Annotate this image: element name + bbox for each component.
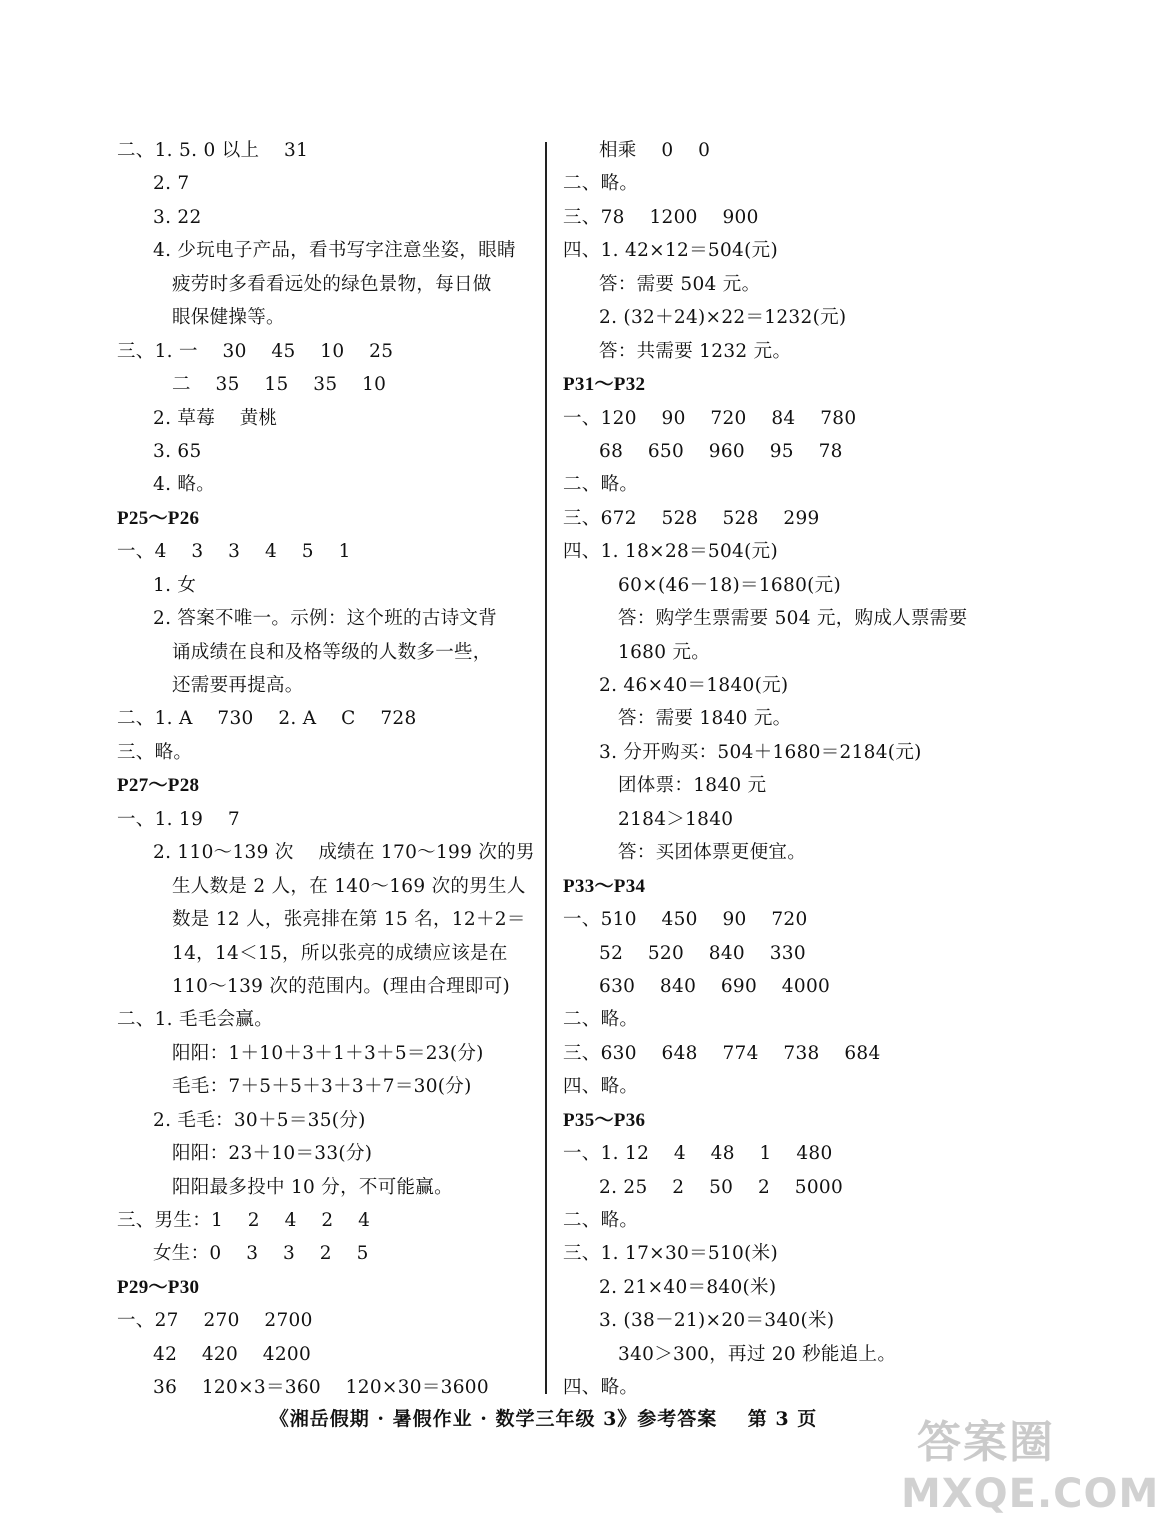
answer-line: 2. 7: [153, 173, 190, 195]
answer-line: 14，14＜15，所以张亮的成绩应该是在: [172, 942, 508, 964]
answer-line: 四、1. 42×12＝504(元): [563, 240, 778, 262]
answer-line: 2. 答案不唯一。示例：这个班的古诗文背: [153, 608, 498, 630]
answer-line: 答：购学生票需要 504 元，购成人票需要: [618, 608, 968, 630]
answer-line: 二、略。: [563, 1210, 639, 1231]
answer-line: 诵成绩在良和及格等级的人数多一些，: [172, 641, 492, 663]
answer-line: 四、1. 18×28＝504(元): [563, 541, 778, 563]
answer-line: 3. 22: [153, 206, 202, 228]
answer-line: 4. 少玩电子产品，看书写字注意坐姿，眼睛: [153, 240, 516, 262]
answer-line: 110～139 次的范围内。(理由合理即可): [172, 975, 511, 997]
answer-line: 3. (38－21)×20＝340(米): [599, 1310, 835, 1332]
answer-line: 二、略。: [563, 173, 639, 195]
answer-line: 一、1. 19 7: [117, 808, 240, 830]
answer-line: 36 120×3＝360 120×30＝3600: [153, 1377, 489, 1399]
answer-line: 1. 女: [153, 574, 197, 596]
answer-line: 一、510 450 90 720: [563, 909, 808, 931]
left-column: [117, 134, 537, 1405]
section-heading: P31～P32: [563, 374, 646, 396]
answer-line: 2. 110～139 次 成绩在 170～199 次的男: [153, 842, 535, 864]
answer-line: 二、1. 毛毛会赢。: [117, 1009, 274, 1031]
answer-line: 60×(46－18)＝1680(元): [618, 574, 841, 596]
answer-line: 阳阳最多投中 10 分，不可能赢。: [172, 1176, 453, 1198]
column-divider: [545, 142, 547, 1394]
answer-line: 四、略。: [563, 1377, 639, 1399]
section-heading: P33～P34: [563, 875, 646, 897]
answer-line: 630 840 690 4000: [599, 975, 831, 997]
answer-line: 68 650 960 95 78: [599, 440, 843, 462]
answer-line: 三、78 1200 900: [563, 206, 759, 228]
answer-line: 2. 毛毛：30＋5＝35(分): [153, 1109, 366, 1131]
answer-line: 二、1. A 730 2. A C 728: [117, 708, 417, 730]
answer-line: 二、1. 5. 0 以上 31: [117, 140, 309, 161]
answer-line: 三、1. 17×30＝510(米): [563, 1243, 778, 1265]
answer-line: 3. 分开购买：504＋1680＝2184(元): [599, 741, 922, 763]
answer-line: 二、略。: [563, 1009, 639, 1031]
answer-line: 2184＞1840: [618, 808, 734, 830]
answer-line: 答：需要 1840 元。: [618, 708, 792, 730]
answer-line: 四、略。: [563, 1076, 639, 1098]
answer-line: 相乘 0 0: [599, 140, 711, 161]
section-heading: P25～P26: [117, 507, 200, 529]
section-heading: P29～P30: [117, 1276, 200, 1298]
answer-line: 三、略。: [117, 741, 193, 763]
watermark-logo: [901, 1414, 1159, 1526]
answer-line: 生人数是 2 人，在 140～169 次的男生人: [172, 875, 526, 897]
watermark-logo-text: 答案圈: [917, 1417, 1055, 1468]
answer-line: 2. 46×40＝1840(元): [599, 675, 789, 696]
answer-line: 疲劳时多看看远处的绿色景物，每日做: [172, 273, 492, 295]
answer-line: 答：买团体票更便宜。: [618, 842, 807, 864]
answer-line: 2. 25 2 50 2 5000: [599, 1176, 844, 1198]
answer-line: 1680 元。: [618, 641, 711, 663]
answer-line: 答：需要 504 元。: [599, 273, 761, 295]
watermark-url: MXQE.COM: [901, 1471, 1159, 1517]
answer-line: 二 35 15 35 10: [172, 374, 387, 396]
section-heading: P35～P36: [563, 1109, 646, 1131]
answer-line: 毛毛：7＋5＋5＋3＋3＋7＝30(分): [172, 1076, 472, 1098]
answer-line: 还需要再提高。: [172, 675, 304, 696]
answer-line: 3. 65: [153, 440, 202, 462]
answer-line: 三、672 528 528 299: [563, 507, 820, 529]
answer-line: 一、1. 12 4 48 1 480: [563, 1143, 833, 1165]
right-column: [563, 134, 1003, 1405]
answer-line: 2. 21×40＝840(米): [599, 1276, 777, 1298]
answer-line: 42 420 4200: [153, 1343, 312, 1365]
answer-line: 4. 略。: [153, 474, 216, 496]
answer-line: 一、120 90 720 84 780: [563, 407, 857, 429]
answer-line: 三、1. 一 30 45 10 25: [117, 340, 394, 362]
answer-line: 女生：0 3 3 2 5: [153, 1243, 369, 1265]
section-heading: P27～P28: [117, 775, 200, 797]
answer-line: 阳阳：1＋10＋3＋1＋3＋5＝23(分): [172, 1042, 484, 1064]
page-footer: 《湘岳假期 · 暑假作业 · 数学三年级 3》参考答案 第 3 页: [269, 1408, 818, 1430]
answer-line: 阳阳：23＋10＝33(分): [172, 1143, 373, 1165]
answer-line: 52 520 840 330: [599, 942, 806, 964]
answer-line: 2. (32＋24)×22＝1232(元): [599, 307, 847, 329]
answer-line: 二、略。: [563, 474, 639, 496]
answer-line: 340＞300，再过 20 秒能追上。: [618, 1343, 897, 1365]
answer-line: 三、男生：1 2 4 2 4: [117, 1210, 371, 1231]
answer-line: 数是 12 人，张亮排在第 15 名，12＋2＝: [172, 909, 526, 931]
answer-line: 三、630 648 774 738 684: [563, 1042, 881, 1064]
answer-line: 一、27 270 2700: [117, 1310, 313, 1332]
answer-line: 一、4 3 3 4 5 1: [117, 541, 351, 563]
answer-line: 眼保健操等。: [172, 307, 285, 329]
answer-line: 团体票：1840 元: [618, 775, 767, 797]
answer-line: 答：共需要 1232 元。: [599, 340, 792, 362]
answer-line: 2. 草莓 黄桃: [153, 407, 278, 429]
